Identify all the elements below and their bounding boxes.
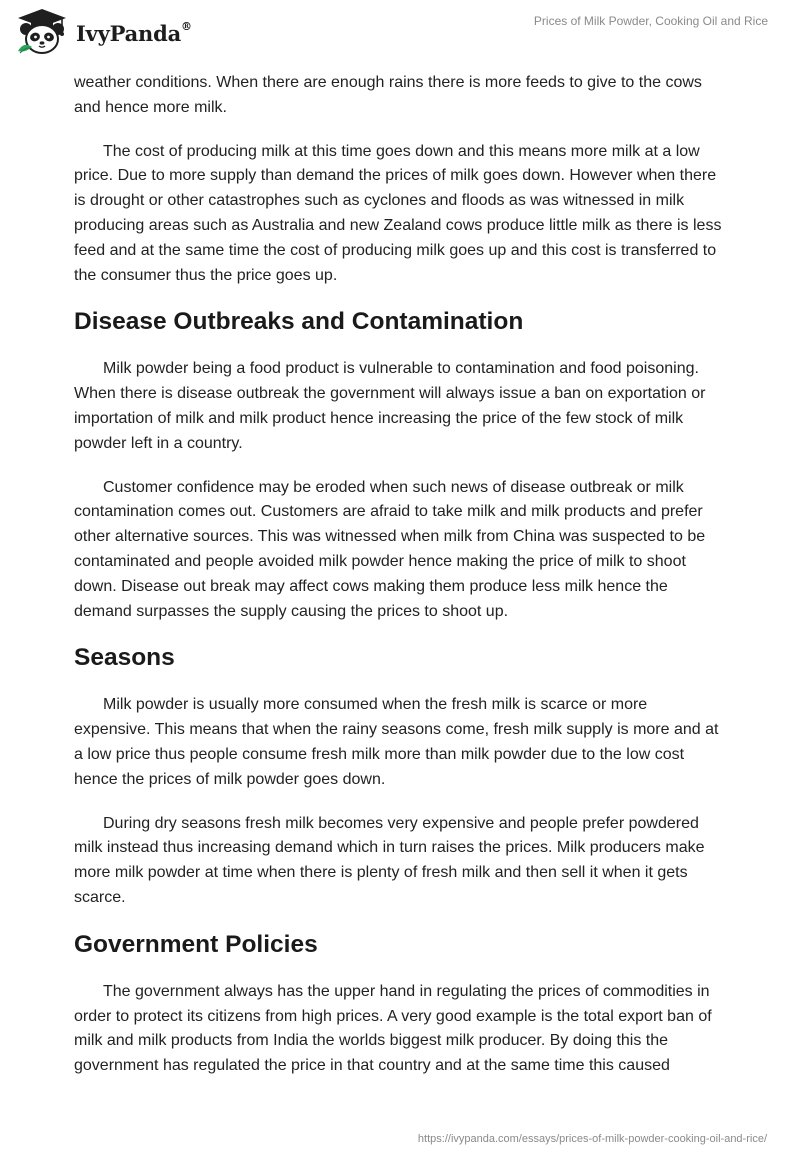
document-title: Prices of Milk Powder, Cooking Oil and Rice <box>533 14 768 28</box>
paragraph: The cost of producing milk at this time goes down and this means more milk at a low price. Due to more supply than demand the prices of milk goes down. However when there is drought or other catastrophes such as cyclones and floods as was witnessed in milk producing areas such as Australia and new Zealand cows produce little milk as there is less feed and at the same time the cost of producing milk goes up and this cost is transferred to the consumer thus the price goes up. <box>74 142 722 284</box>
section-heading-disease-outbreaks: Disease Outbreaks and Contamination <box>74 308 524 336</box>
paragraph: During dry seasons fresh milk becomes very expensive and people prefer powdered milk instead thus increasing demand which in turn raises the prices. Milk producers make more milk powder at time when there is plenty of fresh milk and then sell it when it gets scarce. <box>74 814 705 906</box>
paragraph: The government always has the upper hand in regulating the prices of commodities in order to protect its citizens from high prices. A very good example is the total export ban of milk and milk products from India the worlds biggest milk producer. By doing this the government has regulated the price in that country and at the same time this caused <box>74 982 712 1075</box>
source-url-link[interactable]: https://ivypanda.com/essays/prices-of-milk-powder-cooking-oil-and-rice/ <box>417 1133 767 1145</box>
page-header <box>0 0 800 70</box>
section-heading-seasons: Seasons <box>74 644 175 672</box>
registered-mark: ® <box>181 19 192 33</box>
panda-graduate-icon <box>14 7 70 57</box>
paragraph: weather conditions. When there are enough rains there is more feeds to give to the cows and hence more milk. <box>74 74 702 116</box>
ivypanda-logo[interactable] <box>14 7 192 57</box>
logo-wordmark <box>76 21 192 46</box>
logo-text: IvyPanda <box>76 20 182 46</box>
paragraph: Customer confidence may be eroded when such news of disease outbreak or milk contamination comes out. Customers are afraid to take milk and milk products and prefer other alternative sources. This was witnessed when milk from China was suspected to be contaminated and people avoided milk powder hence making the price of milk to shoot down. Disease out break may affect cows making them produce less milk hence the demand surpasses the supply causing the prices to shoot up. <box>74 478 706 620</box>
paragraph: Milk powder being a food product is vulnerable to contamination and food poisoning. When there is disease outbreak the government will always issue a ban on exportation or importation of milk and milk product hence increasing the price of the few stock of milk powder left in a country. <box>74 360 706 452</box>
section-heading-government-policies: Government Policies <box>74 930 318 958</box>
essay-body <box>74 71 726 1095</box>
paragraph: Milk powder is usually more consumed when the fresh milk is scarce or more expensive. This means that when the rainy seasons come, fresh milk supply is more and at a low price thus people consume fresh milk more than milk powder due to the low cost hence the prices of milk powder goes down. <box>74 696 719 788</box>
